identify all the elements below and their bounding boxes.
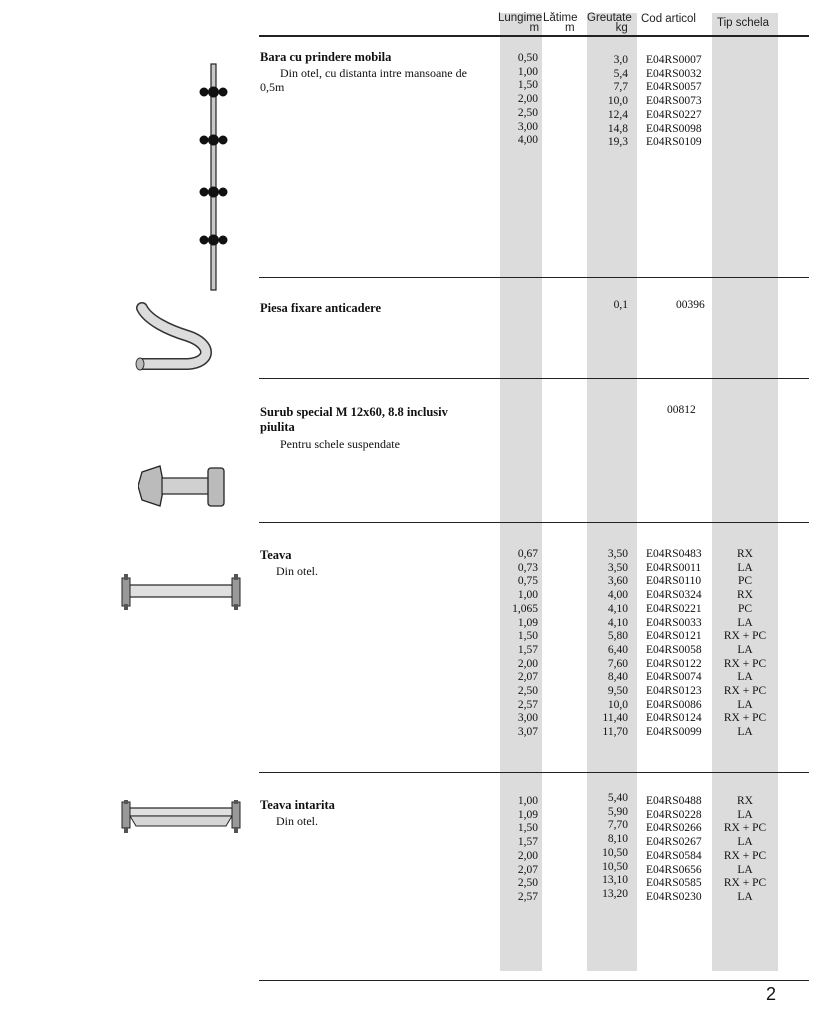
weight-values — [588, 299, 628, 313]
table-cell: 5,40 — [607, 792, 628, 804]
anti-fall-pin-image — [128, 300, 220, 375]
table-cell: E04RS0057 — [646, 81, 702, 94]
table-cell: 3,0 — [613, 54, 628, 66]
table-cell: 00812 — [667, 404, 696, 416]
table-cell: RX + PC — [723, 822, 767, 835]
table-cell: E04RS0007 — [646, 54, 702, 66]
table-cell: 4,10 — [607, 602, 628, 615]
table-cell: 8,40 — [607, 671, 628, 684]
table-cell: 10,0 — [607, 698, 628, 711]
table-cell: 14,8 — [607, 122, 628, 135]
table-cell: PC — [737, 575, 753, 588]
table-cell: LA — [737, 616, 753, 629]
product-description: Din otel. — [276, 564, 318, 578]
table-cell: 2,50 — [517, 685, 538, 698]
reinforced-tube-image — [118, 800, 244, 834]
section-divider — [259, 277, 809, 278]
product-title-continued: piulita — [260, 420, 295, 434]
header-divider — [259, 35, 809, 37]
table-cell: E04RS0033 — [646, 616, 702, 629]
product-description: Pentru schele suspendate — [280, 437, 400, 451]
table-cell: 2,57 — [517, 890, 538, 903]
table-cell: E04RS0086 — [646, 698, 702, 711]
table-cell: 5,80 — [607, 630, 628, 643]
scaffold-types — [713, 795, 777, 905]
table-cell: RX — [737, 589, 753, 602]
table-cell: 1,00 — [517, 589, 538, 602]
table-cell: 2,07 — [517, 863, 538, 876]
table-cell: LA — [737, 561, 753, 574]
table-cell: 2,57 — [517, 698, 538, 711]
product-description: Din otel, cu distanta intre mansoane de — [280, 66, 467, 80]
table-cell: RX — [737, 548, 753, 560]
section-divider — [259, 378, 809, 379]
table-cell: 3,50 — [607, 561, 628, 574]
table-cell: 1,00 — [517, 795, 538, 807]
table-cell: 12,4 — [607, 108, 628, 121]
table-cell: PC — [737, 602, 753, 615]
table-cell: 1,00 — [517, 65, 538, 78]
table-cell: 6,40 — [607, 643, 628, 656]
table-cell: 5,4 — [613, 67, 628, 80]
table-cell: 19,3 — [607, 136, 628, 149]
table-cell: 13,10 — [602, 874, 628, 887]
header-latime: Lătime m — [543, 12, 578, 34]
table-cell: 0,1 — [613, 299, 628, 311]
bolt-with-nut-image — [138, 462, 230, 510]
tube-image — [118, 574, 244, 612]
table-cell: 5,90 — [607, 805, 628, 818]
table-cell: 3,60 — [607, 575, 628, 588]
table-cell: E04RS0109 — [646, 136, 702, 149]
article-codes — [646, 795, 716, 905]
table-cell: E04RS0123 — [646, 685, 702, 698]
table-cell: E04RS0110 — [646, 575, 702, 588]
table-cell: E04RS0227 — [646, 108, 702, 121]
table-cell: 4,00 — [607, 589, 628, 602]
product-title: Teava — [260, 548, 292, 562]
length-values — [500, 52, 538, 148]
table-cell: E04RS0073 — [646, 95, 702, 108]
table-cell: 3,00 — [517, 120, 538, 133]
table-cell: 1,50 — [517, 79, 538, 92]
header-lungime: Lungime m — [498, 12, 543, 34]
footer-divider — [259, 980, 809, 981]
table-cell: E04RS0032 — [646, 67, 702, 80]
table-cell: 7,70 — [607, 819, 628, 832]
table-cell: 10,50 — [602, 846, 628, 859]
table-cell: E04RS0584 — [646, 849, 702, 862]
product-title: Teava intarita — [260, 798, 335, 812]
section-divider — [259, 522, 809, 523]
table-cell: 1,57 — [517, 836, 538, 849]
table-cell: 3,07 — [517, 726, 538, 739]
table-cell: 11,70 — [602, 726, 628, 739]
table-cell: 10,50 — [602, 860, 628, 873]
table-cell: E04RS0267 — [646, 836, 702, 849]
header-cod-articol: Cod articol — [641, 13, 696, 25]
table-cell: RX + PC — [723, 657, 767, 670]
table-cell: LA — [737, 890, 753, 903]
page-number: 2 — [766, 984, 777, 1004]
table-cell: 1,50 — [517, 822, 538, 835]
table-cell: 0,73 — [517, 561, 538, 574]
table-cell: LA — [737, 643, 753, 656]
product-title: Bara cu prindere mobila — [260, 50, 392, 64]
product-title: Piesa fixare anticadere — [260, 301, 382, 315]
table-cell: 7,60 — [607, 657, 628, 670]
table-cell: E04RS0124 — [646, 712, 702, 725]
table-cell: 0,75 — [517, 575, 538, 588]
table-cell: LA — [737, 698, 753, 711]
table-cell: E04RS0074 — [646, 671, 702, 684]
table-cell: 3,50 — [607, 548, 628, 560]
table-cell: LA — [737, 836, 753, 849]
table-cell: 1,50 — [517, 630, 538, 643]
table-cell: 10,0 — [607, 95, 628, 108]
article-codes — [646, 54, 716, 150]
table-cell: RX + PC — [723, 685, 767, 698]
weight-values — [588, 792, 628, 902]
table-cell: RX — [737, 795, 753, 807]
table-cell: 7,7 — [613, 81, 628, 94]
weight-values — [588, 548, 628, 740]
table-cell: E04RS0121 — [646, 630, 702, 643]
table-cell: 2,50 — [517, 106, 538, 119]
length-values — [500, 795, 538, 905]
table-cell: LA — [737, 808, 753, 821]
table-cell: E04RS0656 — [646, 863, 702, 876]
table-cell: E04RS0488 — [646, 795, 702, 807]
article-codes — [676, 299, 705, 313]
table-cell: 9,50 — [607, 685, 628, 698]
table-cell: LA — [737, 726, 753, 739]
table-cell: RX + PC — [723, 630, 767, 643]
bar-with-couplers-image — [195, 60, 235, 295]
section-divider — [259, 772, 809, 773]
table-cell: 2,00 — [517, 657, 538, 670]
header-greutate: Greutate kg — [587, 12, 632, 34]
table-cell: E04RS0266 — [646, 822, 702, 835]
length-values — [500, 548, 538, 740]
table-cell: 00396 — [676, 299, 705, 311]
table-cell: 1,09 — [517, 616, 538, 629]
product-description: Din otel. — [276, 814, 318, 828]
table-cell: E04RS0221 — [646, 602, 702, 615]
table-cell: 4,10 — [607, 616, 628, 629]
article-codes — [646, 548, 716, 740]
table-cell: 2,07 — [517, 671, 538, 684]
table-cell: 1,09 — [517, 808, 538, 821]
table-cell: E04RS0058 — [646, 643, 702, 656]
table-cell: 13,20 — [602, 887, 628, 900]
table-cell: RX + PC — [723, 712, 767, 725]
table-cell: 0,50 — [517, 52, 538, 64]
product-title: Surub special M 12x60, 8.8 inclusiv — [260, 405, 448, 419]
table-cell: 0,67 — [517, 548, 538, 560]
table-cell: LA — [737, 671, 753, 684]
table-cell: 1,065 — [512, 602, 538, 615]
table-cell: E04RS0011 — [646, 561, 702, 574]
table-cell: 4,00 — [517, 134, 538, 147]
table-cell: E04RS0324 — [646, 589, 702, 602]
table-cell: LA — [737, 863, 753, 876]
table-cell: E04RS0230 — [646, 890, 702, 903]
table-cell: RX + PC — [723, 849, 767, 862]
table-cell: E04RS0122 — [646, 657, 702, 670]
table-cell: RX + PC — [723, 877, 767, 890]
table-cell: 1,57 — [517, 643, 538, 656]
table-cell: 2,00 — [517, 849, 538, 862]
table-cell: 8,10 — [607, 833, 628, 846]
table-cell: E04RS0099 — [646, 726, 702, 739]
table-cell: E04RS0483 — [646, 548, 702, 560]
product-description: 0,5m — [260, 80, 285, 94]
article-codes — [667, 404, 696, 418]
table-cell: 2,00 — [517, 93, 538, 106]
header-tip-schela: Tip schela — [717, 17, 769, 29]
table-cell: 2,50 — [517, 877, 538, 890]
table-cell: E04RS0228 — [646, 808, 702, 821]
table-cell: 3,00 — [517, 712, 538, 725]
table-cell: 11,40 — [602, 712, 628, 725]
table-cell: E04RS0585 — [646, 877, 702, 890]
table-cell: E04RS0098 — [646, 122, 702, 135]
weight-values — [588, 54, 628, 150]
scaffold-types — [713, 548, 777, 740]
